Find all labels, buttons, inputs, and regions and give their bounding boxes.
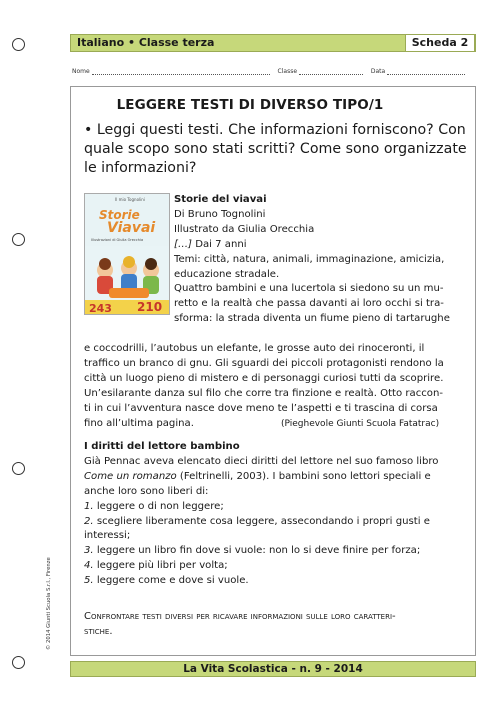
rights-num: 2. — [84, 515, 94, 527]
para2-line-6: fino all’ultima pagina. — [84, 417, 194, 429]
book-illustrator: Illustrato da Giulia Orecchia — [174, 223, 315, 235]
rights-text: scegliere liberamente cosa leggere, assecondando i propri gusti e — [93, 515, 430, 527]
rights-text: leggere più libri per volta; — [93, 560, 228, 572]
rights-item-4 — [84, 559, 474, 574]
age-text: Dai 7 anni — [191, 238, 247, 250]
rights-num: 3. — [84, 545, 94, 557]
rights-intro-2 — [84, 470, 474, 485]
cover-number-left: 243 — [89, 302, 112, 315]
rights-item-1 — [84, 500, 474, 515]
para2-line-5: ti in cui l’avventura nasce dove meno te l’aspetti e ti trascina di corsa — [84, 402, 438, 414]
rights-text: interessi; — [84, 530, 131, 542]
rights-item-2-cont — [84, 529, 474, 544]
book-title-ref: Come un romanzo — [84, 470, 177, 482]
date-label: Data — [370, 68, 386, 75]
page-title: LEGGERE TESTI DI DIVERSO TIPO/1 — [116, 97, 384, 113]
book-heading: Storie del viavai — [174, 194, 267, 205]
cover-number-right: 210 — [137, 300, 163, 314]
copyright-credit: © 2014 Giunti Scuola S.r.l., Firenze — [46, 557, 52, 650]
objective-line-2: stiche. — [84, 625, 113, 637]
rights-num: 4. — [84, 560, 94, 572]
para1-line-3: sforma: la strada diventa un fiume pieno di tartarughe — [174, 313, 450, 325]
rights-num: 1. — [84, 500, 94, 512]
para2-line-2: traffico un branco di gnu. Gli sguardi dei piccoli protagonisti rendono la — [84, 357, 444, 369]
book-cover-image — [84, 193, 170, 315]
para2-line-4: Un’esilarante danza sul filo che corre tra finzione e realtà. Otto raccon- — [84, 387, 444, 399]
name-field[interactable] — [92, 68, 270, 75]
book-themes: Temi: città, natura, animali, immaginazione, amicizia, educazione stradale. — [174, 253, 445, 280]
footer-bar: La Vita Scolastica - n. 9 - 2014 — [70, 661, 476, 677]
punch-hole-lower — [12, 462, 25, 475]
rights-item-5 — [84, 574, 474, 589]
date-field[interactable] — [387, 68, 465, 75]
class-field[interactable] — [299, 68, 363, 75]
punch-hole-top — [12, 38, 25, 51]
para1-line-1: Quattro bambini e una lucertola si siedono su un mu- — [174, 283, 444, 295]
punch-hole-bottom — [12, 656, 25, 669]
learning-objective — [84, 610, 474, 640]
rights-intro-1: Già Pennac aveva elencato dieci diritti del lettore nel suo famoso libro — [84, 455, 439, 467]
cover-title-2: Viavai — [107, 220, 156, 236]
name-label: Nome — [72, 68, 90, 75]
rights-text: leggere come e dove si vuole. — [93, 575, 249, 587]
para2-line-3: città un luogo pieno di mistero e di personaggi curiosi tutti da scoprire. — [84, 372, 444, 384]
objective-line-1: Confrontare testi diversi per ricavare informazioni sulle loro caratteri- — [84, 611, 396, 622]
rights-num: 5. — [84, 575, 94, 587]
header-bar — [70, 34, 476, 52]
rights-text: leggere un libro fin dove si vuole: non lo si deve finire per forza; — [93, 545, 421, 557]
rights-item-3 — [84, 544, 474, 559]
cover-subtitle: Illustrazioni di Giulia Orecchia — [91, 238, 144, 242]
rights-intro-2-rest: (Feltrinelli, 2003). I bambini sono lettori speciali e — [176, 470, 431, 482]
rights-heading: I diritti del lettore bambino — [84, 441, 240, 452]
cover-title-1: Storie — [99, 208, 140, 222]
rights-item-2 — [84, 515, 474, 530]
intro-question: • Leggi questi testi. Che informazioni forniscono? Con quale scopo sono stati scritti? Come sono organizzate le informazioni? — [84, 122, 467, 176]
scheda-label: Scheda 2 — [405, 34, 475, 52]
book-age — [174, 238, 474, 253]
para1-line-2: retto e la realtà che passa davanti ai loro occhi si tra- — [174, 298, 444, 310]
cover-brand: Il mio Tognolini — [115, 197, 145, 202]
rights-text: leggere o di non leggere; — [93, 500, 224, 512]
ellipsis: […] — [174, 238, 192, 250]
rights-intro-3: anche loro sono liberi di: — [84, 485, 209, 497]
book-info — [174, 193, 474, 327]
book-author: Di Bruno Tognolini — [174, 208, 266, 220]
class-label: Classe — [277, 68, 298, 75]
punch-hole-middle — [12, 233, 25, 246]
rights-section — [84, 440, 474, 589]
source-citation: (Pieghevole Giunti Scuola Fatatrac) — [281, 419, 440, 429]
header-title: Italiano • Classe terza — [77, 36, 215, 49]
student-info-line — [72, 68, 476, 75]
para2-line-1: e coccodrilli, l’autobus un elefante, le grosse auto dei rinoceronti, il — [84, 343, 425, 354]
